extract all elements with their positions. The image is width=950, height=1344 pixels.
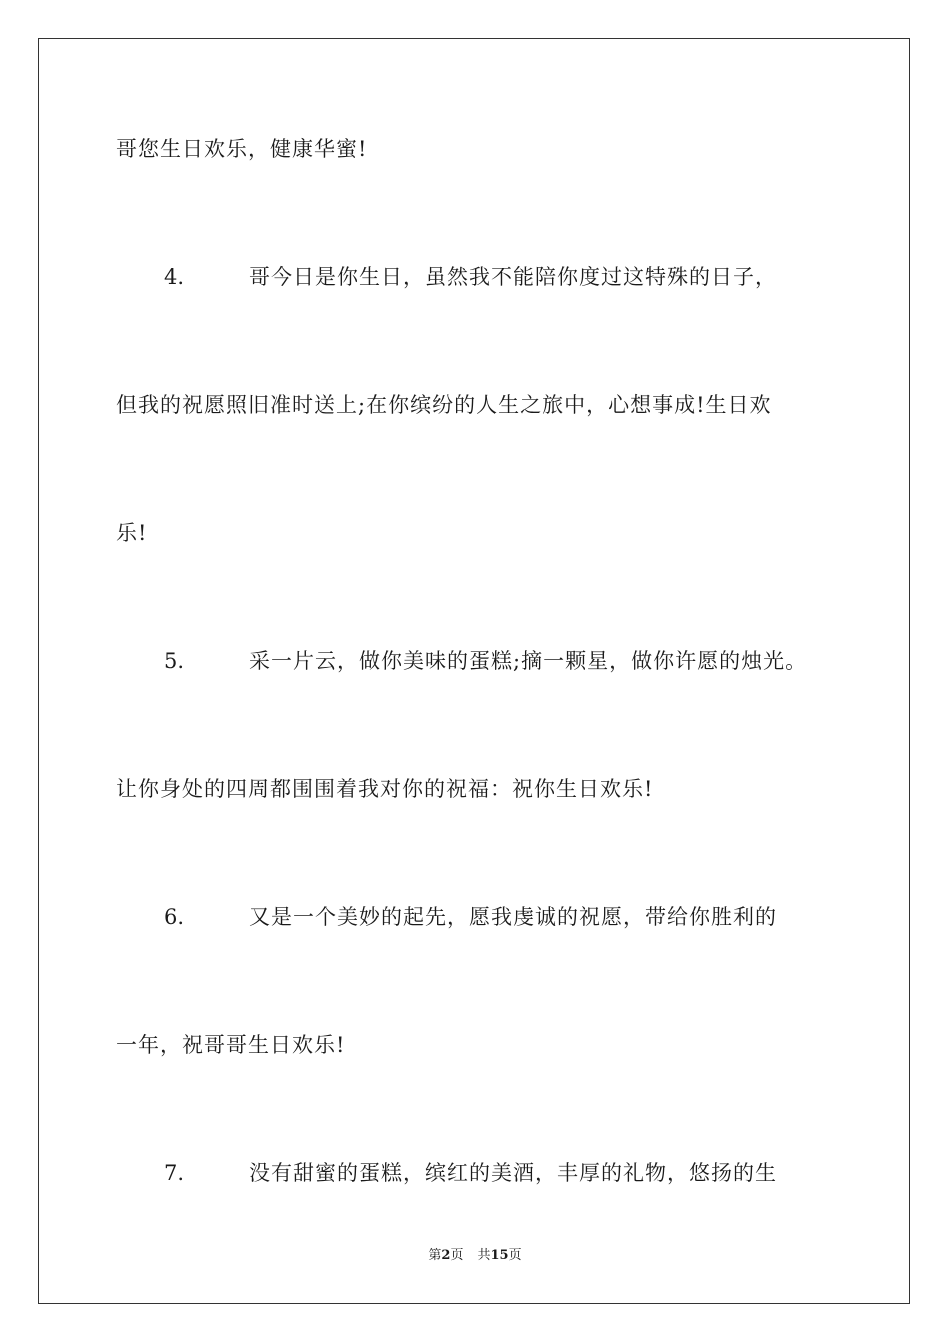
text-line: 一年，祝哥哥生日欢乐! <box>116 1033 346 1057</box>
list-number: 5. <box>164 649 185 673</box>
list-number: 6. <box>164 905 185 929</box>
total-suffix: 页 <box>508 1248 522 1263</box>
page-prefix: 第 <box>428 1248 442 1263</box>
list-number: 4. <box>164 265 185 289</box>
list-number: 7. <box>164 1161 185 1185</box>
current-page-number: 2 <box>441 1248 451 1263</box>
total-prefix: 共 <box>477 1248 491 1263</box>
total-page-count: 15 <box>490 1248 509 1263</box>
list-item-text: 没有甜蜜的蛋糕，缤红的美酒，丰厚的礼物，悠扬的生 <box>249 1161 777 1185</box>
text-line: 哥您生日欢乐，健康华蜜! <box>116 137 368 161</box>
page-footer <box>0 1246 950 1266</box>
page-suffix: 页 <box>450 1248 464 1263</box>
list-item-text: 采一片云，做你美味的蛋糕;摘一颗星，做你许愿的烛光。 <box>249 649 808 673</box>
list-item-text: 又是一个美妙的起先，愿我虔诚的祝愿，带给你胜利的 <box>249 905 777 929</box>
text-line: 但我的祝愿照旧准时送上;在你缤纷的人生之旅中，心想事成!生日欢 <box>116 393 772 417</box>
text-line: 乐! <box>116 521 148 545</box>
text-line: 让你身处的四周都围围着我对你的祝福：祝你生日欢乐! <box>116 777 654 801</box>
list-item-text: 哥今日是你生日，虽然我不能陪你度过这特殊的日子， <box>249 265 777 289</box>
